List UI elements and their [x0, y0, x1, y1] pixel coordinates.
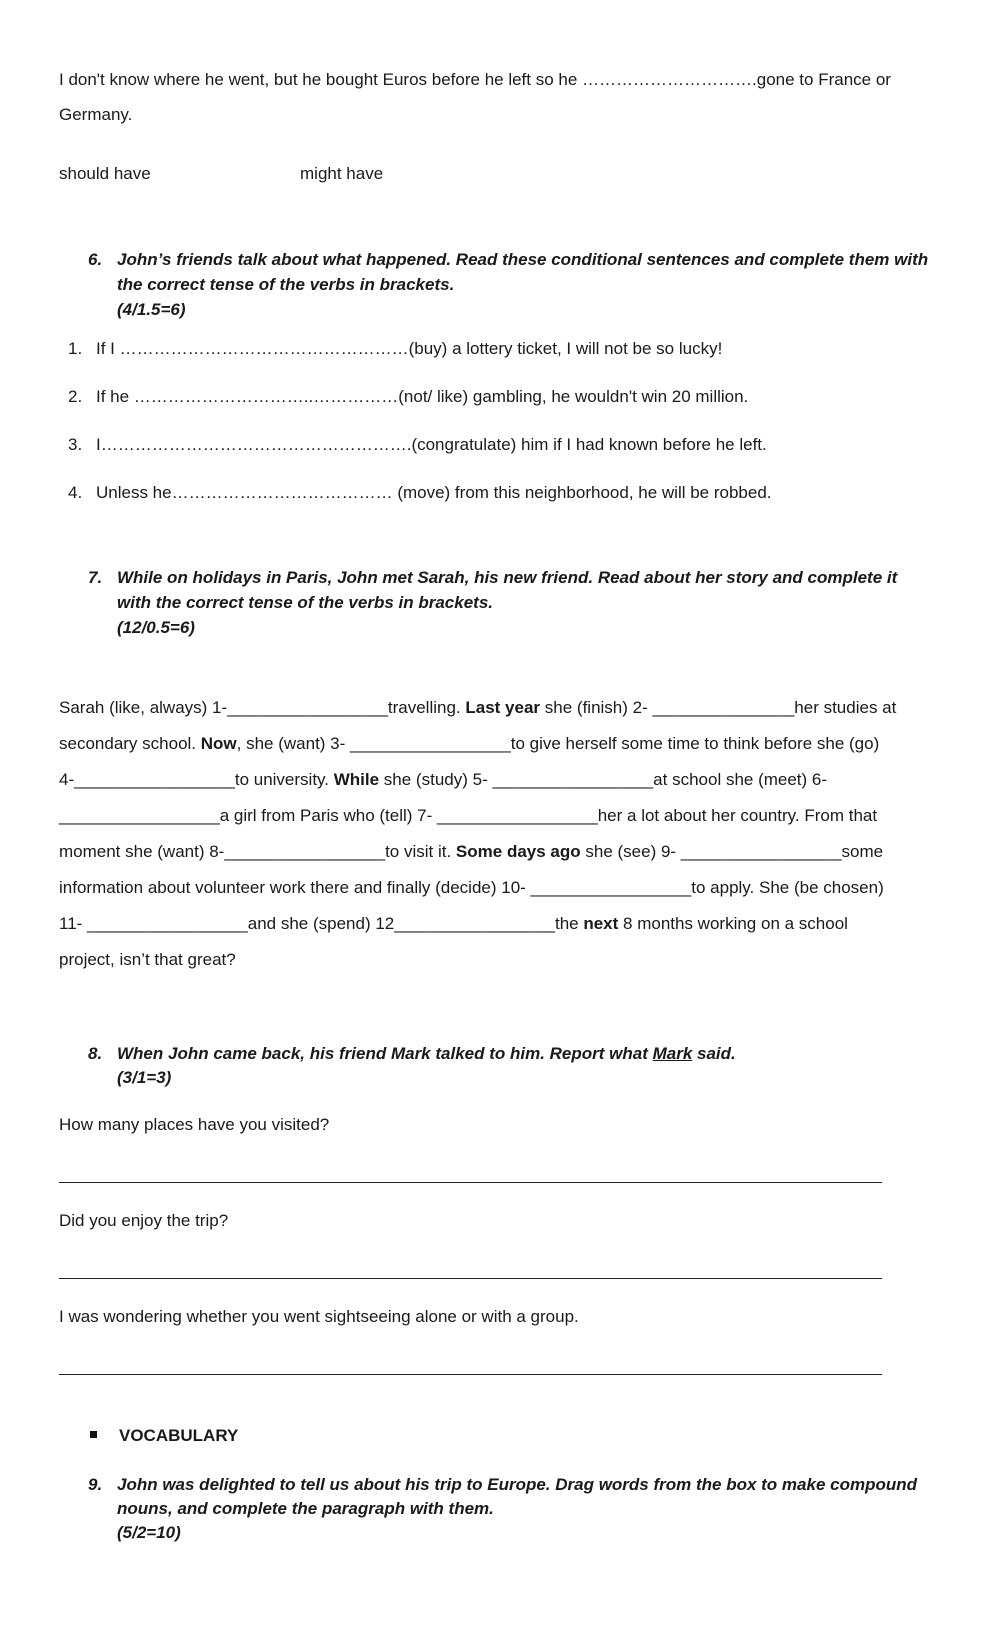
q6-item[interactable]: [68, 339, 722, 359]
q7-paragraph-line[interactable]: information about volunteer work there and finally (decide) 10- _________________to apply. She (be chosen): [59, 878, 884, 897]
q9-score: (5/2=10): [117, 1523, 181, 1542]
q7-paragraph-line[interactable]: [59, 842, 883, 862]
q7-text: she (study) 5- _________________at school she (meet) 6-: [379, 770, 828, 789]
q8-question: I was wondering whether you went sightseeing alone or with a group.: [59, 1307, 579, 1326]
q8-instruction-mark: Mark: [652, 1044, 693, 1063]
q7-keyword: Now: [200, 734, 237, 753]
q7-keyword: Some days ago: [455, 842, 581, 861]
q9-number: 9.: [88, 1475, 103, 1494]
q7-text: she (see) 9- _________________some: [580, 842, 884, 861]
q6-item[interactable]: [68, 387, 748, 407]
q7-text: she (finish) 2- _______________her studies at: [540, 698, 897, 717]
q8-question: Did you enjoy the trip?: [59, 1211, 229, 1230]
q5-option-should-have[interactable]: should have: [59, 164, 151, 183]
q8-instruction-text: When John came back, his friend Mark talked to him. Report what: [117, 1044, 653, 1063]
q6-score: (4/1.5=6): [117, 300, 186, 319]
q6-instruction-line2: the correct tense of the verbs in brackets.: [117, 275, 455, 294]
q5-option-might-have[interactable]: might have: [300, 164, 384, 183]
q7-score: (12/0.5=6): [117, 618, 195, 637]
q8-answer-line[interactable]: [59, 1278, 882, 1279]
q7-text: moment she (want) 8-_________________to visit it.: [59, 842, 456, 861]
q7-instruction-line2: with the correct tense of the verbs in brackets.: [117, 593, 494, 612]
q7-number: 7.: [88, 568, 103, 587]
q8-instruction-text: said.: [692, 1044, 736, 1063]
q7-text: secondary school.: [59, 734, 201, 753]
q7-keyword: Last year: [465, 698, 541, 717]
q6-item[interactable]: [68, 483, 772, 503]
q6-item-text: Unless he………………………………… (move) from this neighborhood, he will be robbed.: [96, 483, 772, 502]
q7-text: 11- _________________and she (spend) 12_________________the: [59, 914, 584, 933]
q9-instruction-line2: nouns, and complete the paragraph with them.: [117, 1499, 494, 1518]
q6-item-text: I……………………………………………….(congratulate) him if I had known before he left.: [96, 435, 767, 454]
q8-number: 8.: [88, 1044, 103, 1063]
q7-text: Sarah (like, always) 1-_________________travelling.: [59, 698, 466, 717]
q9-instruction-line1: John was delighted to tell us about his trip to Europe. Drag words from the box to make compound: [117, 1475, 917, 1494]
q6-item-number: 3.: [68, 435, 83, 454]
q8-score: (3/1=3): [117, 1068, 172, 1087]
q6-instruction-line1: John’s friends talk about what happened. Read these conditional sentences and complete them with: [117, 250, 929, 269]
q7-text: 8 months working on a school: [618, 914, 848, 933]
vocabulary-heading: [90, 1426, 238, 1446]
q6-item-number: 2.: [68, 387, 83, 406]
q7-paragraph-line[interactable]: [59, 734, 879, 754]
q8-question: How many places have you visited?: [59, 1115, 330, 1134]
q7-paragraph-line[interactable]: [59, 770, 827, 790]
vocabulary-heading-text: VOCABULARY: [119, 1426, 239, 1445]
q7-paragraph-line: project, isn’t that great?: [59, 950, 236, 969]
q7-paragraph-line[interactable]: [59, 698, 896, 718]
q7-keyword: next: [583, 914, 619, 933]
q5-sentence-line1: I don't know where he went, but he bought Euros before he left so he ………………………….gone to France or: [59, 70, 891, 89]
bullet-icon: [90, 1431, 97, 1438]
q5-sentence-line2: Germany.: [59, 105, 133, 124]
q6-item-number: 4.: [68, 483, 83, 502]
q6-item[interactable]: [68, 435, 767, 455]
q6-item-number: 1.: [68, 339, 83, 358]
q7-paragraph-line[interactable]: [59, 914, 848, 934]
q8-answer-line[interactable]: [59, 1374, 882, 1375]
q7-text: , she (want) 3- _________________to give herself some time to think before she (go): [236, 734, 880, 753]
q7-instruction-line1: While on holidays in Paris, John met Sarah, his new friend. Read about her story and complete it: [117, 568, 898, 587]
q7-keyword: While: [333, 770, 380, 789]
q7-text: 4-_________________to university.: [59, 770, 334, 789]
q6-item-text: If I ……………………………………………(buy) a lottery ticket, I will not be so lucky!: [96, 339, 723, 358]
q7-paragraph-line[interactable]: _________________a girl from Paris who (tell) 7- _________________her a lot about her country. From that: [59, 806, 878, 825]
q8-answer-line[interactable]: [59, 1182, 882, 1183]
q6-item-text: If he …………………………..……………(not/ like) gambling, he wouldn't win 20 million.: [96, 387, 749, 406]
q6-number: 6.: [88, 250, 103, 269]
q8-instruction: [117, 1044, 736, 1064]
